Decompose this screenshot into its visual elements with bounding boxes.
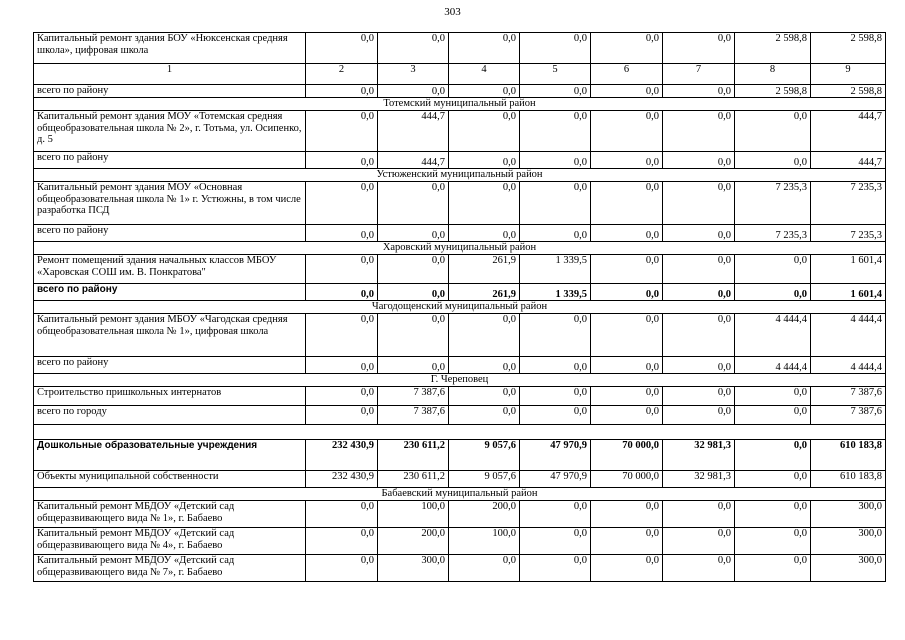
table-row — [34, 528, 886, 555]
table-row — [34, 111, 886, 152]
value-cell-col-8: 0,0 — [735, 387, 811, 406]
value-cell-col-5: 0,0 — [520, 555, 591, 582]
value-cell-col-7: 0,0 — [663, 406, 735, 425]
spacer-row — [34, 425, 886, 440]
value-cell-col-4: 0,0 — [449, 387, 520, 406]
value-cell-col-6: 0,0 — [591, 152, 663, 169]
value-cell-col-2: 2 — [306, 64, 378, 85]
value-cell-col-7: 0,0 — [663, 314, 735, 357]
value-cell-col-5: 0,0 — [520, 152, 591, 169]
value-cell-col-2: 0,0 — [306, 255, 378, 284]
table-row — [34, 501, 886, 528]
value-cell-col-3: 0,0 — [378, 255, 449, 284]
value-cell-col-2: 0,0 — [306, 314, 378, 357]
value-cell-col-2: 0,0 — [306, 406, 378, 425]
value-cell-col-5: 1 339,5 — [520, 255, 591, 284]
value-cell-col-2: 0,0 — [306, 85, 378, 98]
value-cell-col-2: 0,0 — [306, 182, 378, 225]
total-row — [34, 284, 886, 301]
value-cell-col-4: 0,0 — [449, 357, 520, 374]
value-cell-col-6: 0,0 — [591, 387, 663, 406]
table-row — [34, 314, 886, 357]
table-row — [34, 255, 886, 284]
value-cell-col-2: 0,0 — [306, 501, 378, 528]
value-cell-col-5: 0,0 — [520, 357, 591, 374]
value-cell-col-7: 0,0 — [663, 528, 735, 555]
value-cell-col-5: 47 970,9 — [520, 440, 591, 471]
value-cell-col-4: 100,0 — [449, 528, 520, 555]
value-cell-col-9: 444,7 — [811, 111, 886, 152]
value-cell-col-9: 7 387,6 — [811, 406, 886, 425]
page-number: 303 — [444, 6, 461, 18]
row-label: Объекты муниципальной собственности — [34, 471, 306, 488]
value-cell-col-3: 444,7 — [378, 111, 449, 152]
value-cell-col-8: 0,0 — [735, 255, 811, 284]
table-row — [34, 471, 886, 488]
value-cell-col-9: 1 601,4 — [811, 284, 886, 301]
value-cell-col-9: 7 387,6 — [811, 387, 886, 406]
value-cell-col-4: 261,9 — [449, 284, 520, 301]
value-cell-col-7: 0,0 — [663, 33, 735, 64]
value-cell-col-6: 70 000,0 — [591, 440, 663, 471]
value-cell-col-8: 4 444,4 — [735, 314, 811, 357]
value-cell-col-7: 0,0 — [663, 152, 735, 169]
value-cell-col-8: 8 — [735, 64, 811, 85]
value-cell-col-9: 1 601,4 — [811, 255, 886, 284]
value-cell-col-6: 0,0 — [591, 406, 663, 425]
table-row — [34, 555, 886, 582]
region-name: Бабаевский муниципальный район — [34, 488, 886, 501]
row-label: Капитальный ремонт здания МБОУ «Чагодская средняя общеобразовательная школа № 1», цифровая школа — [34, 314, 306, 357]
value-cell-col-8: 0,0 — [735, 440, 811, 471]
row-label: Капитальный ремонт здания МОУ «Тотемская средняя общеобразовательная школа № 2», г. Тотьма, ул. Осипенко, д. 5 — [34, 111, 306, 152]
value-cell-col-8: 2 598,8 — [735, 33, 811, 64]
row-label: Ремонт помещений здания начальных классов МБОУ «Харовская СОШ им. В. Понкратова" — [34, 255, 306, 284]
value-cell-col-3: 100,0 — [378, 501, 449, 528]
value-cell-col-3: 200,0 — [378, 528, 449, 555]
value-cell-col-3: 444,7 — [378, 152, 449, 169]
table-row — [34, 406, 886, 425]
value-cell-col-3: 0,0 — [378, 85, 449, 98]
region-header-row — [34, 374, 886, 387]
row-label: всего по району — [34, 357, 306, 374]
table-body — [34, 33, 886, 582]
value-cell-col-3: 7 387,6 — [378, 406, 449, 425]
value-cell-col-8: 0,0 — [735, 284, 811, 301]
row-label: Капитальный ремонт здания БОУ «Нюксенская средняя школа», цифровая школа — [34, 33, 306, 64]
value-cell-col-5: 0,0 — [520, 111, 591, 152]
value-cell-col-3: 0,0 — [378, 33, 449, 64]
table-row — [34, 387, 886, 406]
region-name: Харовский муниципальный район — [34, 242, 886, 255]
value-cell-col-6: 0,0 — [591, 182, 663, 225]
value-cell-col-2: 0,0 — [306, 528, 378, 555]
value-cell-col-6: 0,0 — [591, 528, 663, 555]
value-cell-col-3: 0,0 — [378, 182, 449, 225]
value-cell-col-5: 47 970,9 — [520, 471, 591, 488]
row-label: Капитальный ремонт МБДОУ «Детский сад общеразвивающего вида № 7», г. Бабаево — [34, 555, 306, 582]
value-cell-col-3: 0,0 — [378, 284, 449, 301]
value-cell-col-6: 0,0 — [591, 255, 663, 284]
value-cell-col-5: 0,0 — [520, 33, 591, 64]
value-cell-col-5: 0,0 — [520, 387, 591, 406]
row-label: всего по району — [34, 85, 306, 98]
row-label: всего по району — [34, 152, 306, 169]
value-cell-col-7: 0,0 — [663, 555, 735, 582]
value-cell-col-6: 0,0 — [591, 501, 663, 528]
value-cell-col-3: 230 611,2 — [378, 440, 449, 471]
value-cell-col-7: 32 981,3 — [663, 471, 735, 488]
value-cell-col-9: 7 235,3 — [811, 225, 886, 242]
row-label: Капитальный ремонт МБДОУ «Детский сад общеразвивающего вида № 1», г. Бабаево — [34, 501, 306, 528]
value-cell-col-2: 0,0 — [306, 555, 378, 582]
value-cell-col-6: 70 000,0 — [591, 471, 663, 488]
value-cell-col-4: 261,9 — [449, 255, 520, 284]
region-header-row — [34, 169, 886, 182]
value-cell-col-7: 0,0 — [663, 501, 735, 528]
value-cell-col-8: 0,0 — [735, 111, 811, 152]
value-cell-col-9: 300,0 — [811, 501, 886, 528]
row-label: всего по району — [34, 284, 306, 301]
row-label: всего по району — [34, 225, 306, 242]
value-cell-col-7: 0,0 — [663, 357, 735, 374]
value-cell-col-4: 0,0 — [449, 152, 520, 169]
value-cell-col-4: 0,0 — [449, 406, 520, 425]
value-cell-col-6: 0,0 — [591, 357, 663, 374]
value-cell-col-2: 0,0 — [306, 357, 378, 374]
value-cell-col-3: 7 387,6 — [378, 387, 449, 406]
value-cell-col-5: 0,0 — [520, 85, 591, 98]
region-name: Чагодощенский муниципальный район — [34, 301, 886, 314]
value-cell-col-4: 9 057,6 — [449, 440, 520, 471]
value-cell-col-3: 0,0 — [378, 314, 449, 357]
value-cell-col-3: 0,0 — [378, 357, 449, 374]
row-label: Капитальный ремонт здания МОУ «Основная общеобразовательная школа № 1» г. Устюжны, в том числе разработка ПСД — [34, 182, 306, 225]
value-cell-col-7: 0,0 — [663, 387, 735, 406]
value-cell-col-2: 0,0 — [306, 33, 378, 64]
table-row — [34, 33, 886, 64]
row-label: Капитальный ремонт МБДОУ «Детский сад общеразвивающего вида № 4», г. Бабаево — [34, 528, 306, 555]
value-cell-col-6: 0,0 — [591, 33, 663, 64]
value-cell-col-4: 200,0 — [449, 501, 520, 528]
value-cell-col-8: 7 235,3 — [735, 182, 811, 225]
value-cell-col-2: 0,0 — [306, 284, 378, 301]
region-header-row — [34, 488, 886, 501]
value-cell-col-4: 0,0 — [449, 225, 520, 242]
value-cell-col-9: 4 444,4 — [811, 314, 886, 357]
region-name: Устюженский муниципальный район — [34, 169, 886, 182]
value-cell-col-7: 0,0 — [663, 182, 735, 225]
value-cell-col-9: 610 183,8 — [811, 471, 886, 488]
value-cell-col-5: 0,0 — [520, 501, 591, 528]
value-cell-col-8: 0,0 — [735, 471, 811, 488]
value-cell-col-4: 0,0 — [449, 85, 520, 98]
value-cell-col-5: 0,0 — [520, 225, 591, 242]
value-cell-col-8: 7 235,3 — [735, 225, 811, 242]
value-cell-col-6: 0,0 — [591, 85, 663, 98]
value-cell-col-4: 4 — [449, 64, 520, 85]
budget-table — [33, 32, 886, 582]
value-cell-col-5: 0,0 — [520, 314, 591, 357]
value-cell-col-4: 0,0 — [449, 555, 520, 582]
value-cell-col-6: 0,0 — [591, 284, 663, 301]
value-cell-col-4: 9 057,6 — [449, 471, 520, 488]
value-cell-col-8: 4 444,4 — [735, 357, 811, 374]
spacer-cell — [34, 425, 886, 440]
value-cell-col-6: 6 — [591, 64, 663, 85]
value-cell-col-6: 0,0 — [591, 111, 663, 152]
value-cell-col-8: 0,0 — [735, 501, 811, 528]
value-cell-col-5: 0,0 — [520, 182, 591, 225]
value-cell-col-2: 0,0 — [306, 111, 378, 152]
value-cell-col-7: 0,0 — [663, 255, 735, 284]
total-row — [34, 152, 886, 169]
value-cell-col-2: 232 430,9 — [306, 440, 378, 471]
total-row — [34, 357, 886, 374]
value-cell-col-4: 0,0 — [449, 111, 520, 152]
value-cell-col-9: 7 235,3 — [811, 182, 886, 225]
value-cell-col-7: 0,0 — [663, 284, 735, 301]
value-cell-col-9: 610 183,8 — [811, 440, 886, 471]
value-cell-col-2: 0,0 — [306, 152, 378, 169]
value-cell-col-4: 0,0 — [449, 33, 520, 64]
value-cell-col-6: 0,0 — [591, 314, 663, 357]
region-name: Г. Череповец — [34, 374, 886, 387]
value-cell-col-3: 3 — [378, 64, 449, 85]
value-cell-col-3: 230 611,2 — [378, 471, 449, 488]
value-cell-col-5: 0,0 — [520, 406, 591, 425]
value-cell-col-2: 232 430,9 — [306, 471, 378, 488]
table-row — [34, 182, 886, 225]
value-cell-col-7: 0,0 — [663, 225, 735, 242]
value-cell-col-6: 0,0 — [591, 555, 663, 582]
value-cell-col-4: 0,0 — [449, 182, 520, 225]
value-cell-col-7: 0,0 — [663, 111, 735, 152]
value-cell-col-8: 0,0 — [735, 152, 811, 169]
value-cell-col-7: 32 981,3 — [663, 440, 735, 471]
value-cell-col-9: 444,7 — [811, 152, 886, 169]
region-header-row — [34, 98, 886, 111]
value-cell-col-7: 7 — [663, 64, 735, 85]
value-cell-col-5: 1 339,5 — [520, 284, 591, 301]
value-cell-col-2: 0,0 — [306, 387, 378, 406]
value-cell-col-8: 0,0 — [735, 555, 811, 582]
value-cell-col-3: 300,0 — [378, 555, 449, 582]
value-cell-col-5: 0,0 — [520, 528, 591, 555]
row-label: 1 — [34, 64, 306, 85]
value-cell-col-8: 0,0 — [735, 528, 811, 555]
value-cell-col-4: 0,0 — [449, 314, 520, 357]
row-label: всего по городу — [34, 406, 306, 425]
row-label: Строительство пришкольных интернатов — [34, 387, 306, 406]
total-row — [34, 225, 886, 242]
value-cell-col-9: 9 — [811, 64, 886, 85]
value-cell-col-9: 300,0 — [811, 555, 886, 582]
value-cell-col-7: 0,0 — [663, 85, 735, 98]
value-cell-col-9: 4 444,4 — [811, 357, 886, 374]
column-number-row — [34, 64, 886, 85]
value-cell-col-2: 0,0 — [306, 225, 378, 242]
value-cell-col-9: 2 598,8 — [811, 33, 886, 64]
row-label: Дошкольные образовательные учреждения — [34, 440, 306, 471]
value-cell-col-8: 2 598,8 — [735, 85, 811, 98]
value-cell-col-5: 5 — [520, 64, 591, 85]
region-header-row — [34, 242, 886, 255]
region-name: Тотемский муниципальный район — [34, 98, 886, 111]
value-cell-col-9: 2 598,8 — [811, 85, 886, 98]
value-cell-col-9: 300,0 — [811, 528, 886, 555]
value-cell-col-6: 0,0 — [591, 225, 663, 242]
total-row — [34, 85, 886, 98]
value-cell-col-8: 0,0 — [735, 406, 811, 425]
region-header-row — [34, 301, 886, 314]
table-row — [34, 440, 886, 471]
value-cell-col-3: 0,0 — [378, 225, 449, 242]
